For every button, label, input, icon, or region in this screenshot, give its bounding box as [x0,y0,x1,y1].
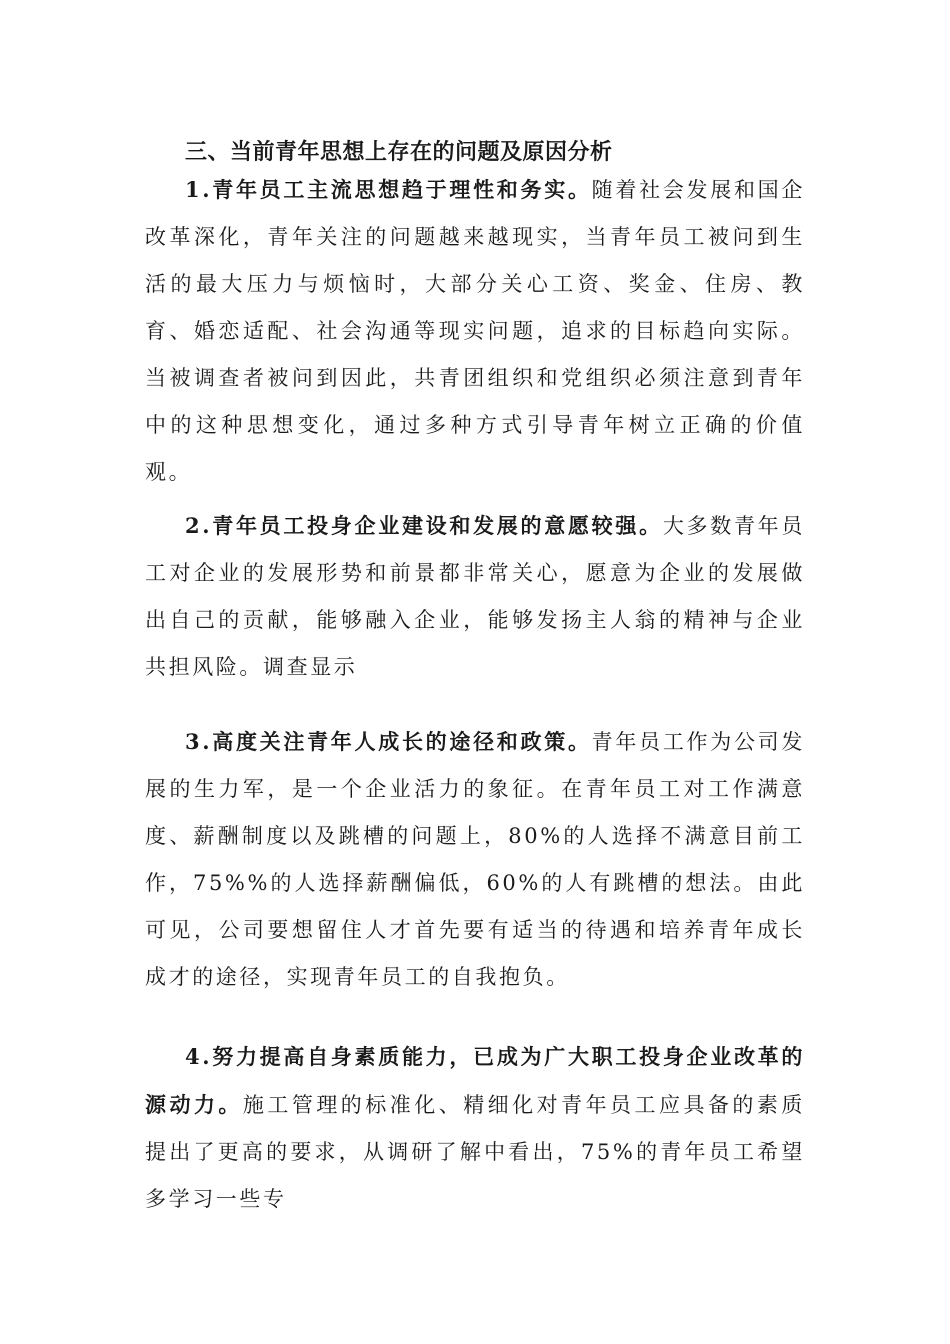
paragraph-2 [145,502,805,691]
paragraph-4-body: 施工管理的标准化、精细化对青年员工应具备的素质提出了更高的要求，从调研了解中看出，75%的青年员工希望多学习一些专 [145,1093,805,1211]
section-heading: 三、当前青年思想上存在的问题及原因分析 [185,139,613,165]
paragraph-3 [145,718,805,1001]
paragraph-2-lead: 2.青年员工投身企业建设和发展的意愿较强。 [185,513,663,538]
paragraph-3-body: 青年员工作为公司发展的生力军，是一个企业活力的象征。在青年员工对工作满意度、薪酬制度以及跳槽的问题上，80%的人选择不满意目前工作，75%%的人选择薪酬偏低，60%的人有跳槽的想法。由此可见，公司要想留住人才首先要有适当的待遇和培养青年成长成才的途径，实现青年员工的自我抱负。 [145,730,805,989]
paragraph-2-body: 大多数青年员工对企业的发展形势和前景都非常关心，愿意为企业的发展做出自己的贡献，能够融入企业，能够发扬主人翁的精神与企业共担风险。调查显示 [145,514,805,679]
paragraph-3-lead: 3.高度关注青年人成长的途径和政策。 [185,729,592,754]
paragraph-4 [145,1033,805,1223]
paragraph-1-body: 随着社会发展和国企改革深化，青年关注的问题越来越现实，当青年员工被问到生活的最大压力与烦恼时，大部分关心工资、奖金、住房、教育、婚恋适配、社会沟通等现实问题，追求的目标趋向实际。当被调查者被问到因此，共青团组织和党组织必须注意到青年中的这种思想变化，通过多种方式引导青年树立正确的价值观。 [145,178,805,484]
paragraph-1-lead: 1.青年员工主流思想趋于理性和务实。 [185,177,592,202]
paragraph-4-lead: 4.努力提高自身素质能力，已成为广大职工投身企业改革的源动力。 [145,1044,805,1117]
paragraph-1 [145,166,805,496]
